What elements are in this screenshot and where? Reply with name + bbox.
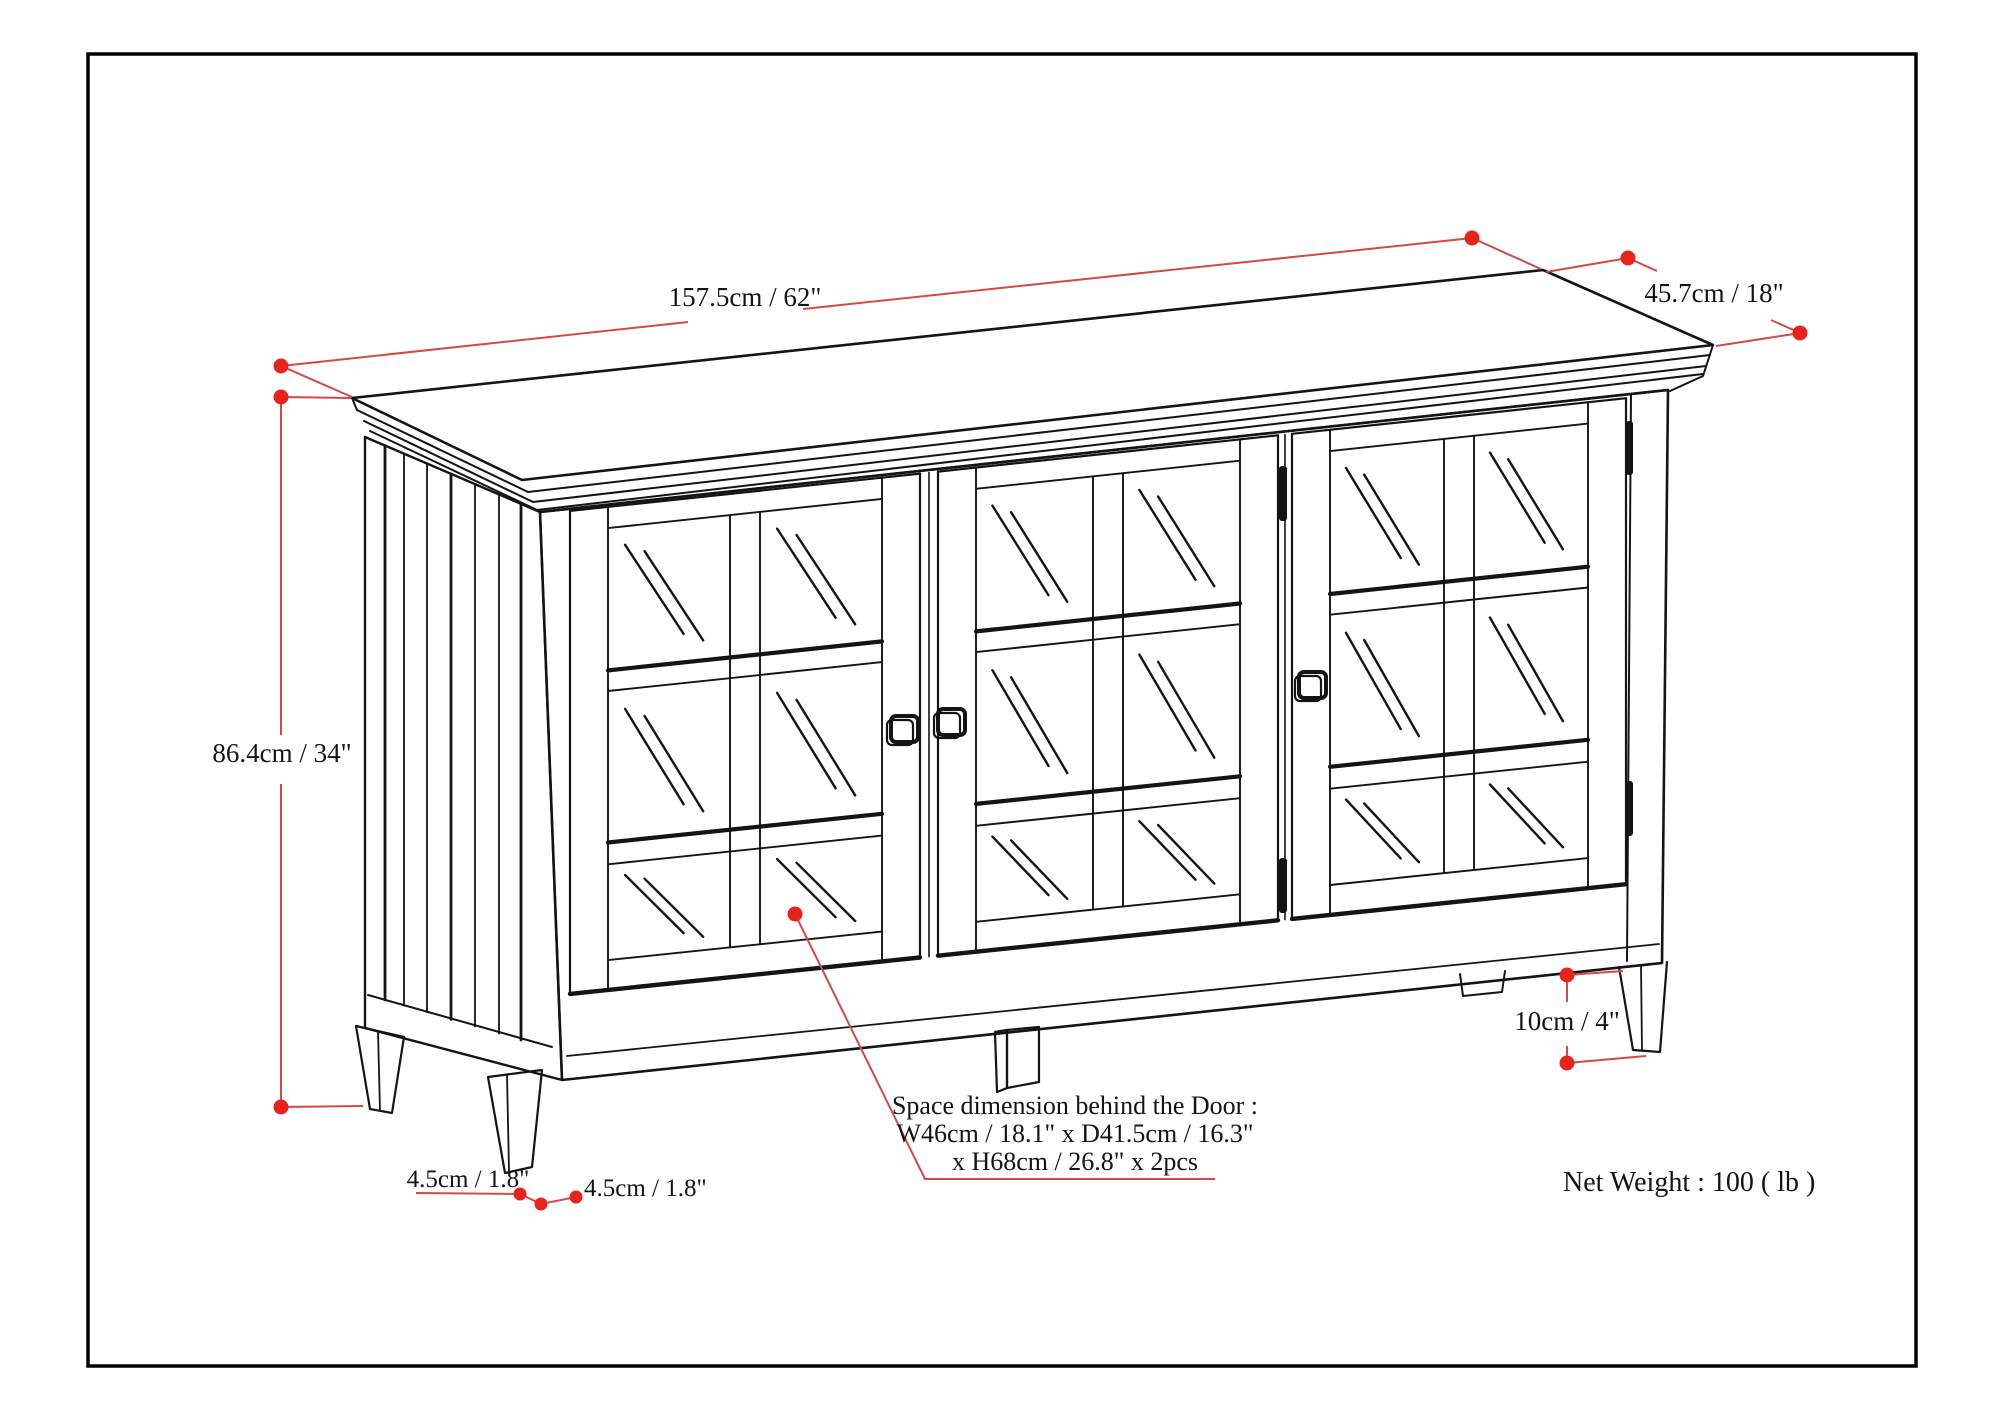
front-face	[540, 390, 1668, 1080]
hinge-icon	[1279, 858, 1287, 913]
center-support-leg	[995, 1030, 1007, 1092]
cabinet-drawing	[352, 270, 1713, 1173]
foot-dimension	[416, 1193, 576, 1204]
door-handle-icon	[1295, 672, 1326, 701]
space-note-line1: Space dimension behind the Door :	[891, 1091, 1259, 1120]
left-side-panel	[365, 437, 562, 1080]
depth-dimension-label: 45.7cm / 18"	[1644, 278, 1784, 308]
door-handle-icon	[934, 709, 965, 738]
space-note-line3: x H68cm / 26.8" x 2pcs	[951, 1147, 1199, 1176]
door-handle-icon	[887, 716, 918, 745]
side-slats	[385, 446, 521, 1040]
hinges	[1279, 421, 1633, 913]
hinge-icon	[1279, 466, 1287, 521]
cabinet-top	[352, 270, 1713, 512]
front-left-leg	[488, 1070, 542, 1173]
side-bottom-rail	[368, 995, 552, 1047]
front-right-leg	[1619, 962, 1667, 1052]
bottom-rail-inner-line	[567, 944, 1659, 1056]
door-handles	[887, 672, 1326, 745]
space-note-line2: W46cm / 18.1" x D41.5cm / 16.3"	[896, 1119, 1254, 1148]
hinge-icon	[1626, 421, 1633, 475]
width-dimension-label: 157.5cm / 62"	[668, 282, 822, 312]
foot-right-dimension-label: 4.5cm / 1.8"	[584, 1175, 707, 1202]
net-weight-label: Net Weight : 100 ( lb )	[1563, 1167, 1816, 1198]
foot-left-dimension-label: 4.5cm / 1.8"	[406, 1166, 530, 1193]
height-dimension-label: 86.4cm / 34"	[212, 738, 352, 768]
leg-height-dimension-label: 10cm / 4"	[1514, 1006, 1620, 1036]
hinge-icon	[1626, 781, 1633, 836]
